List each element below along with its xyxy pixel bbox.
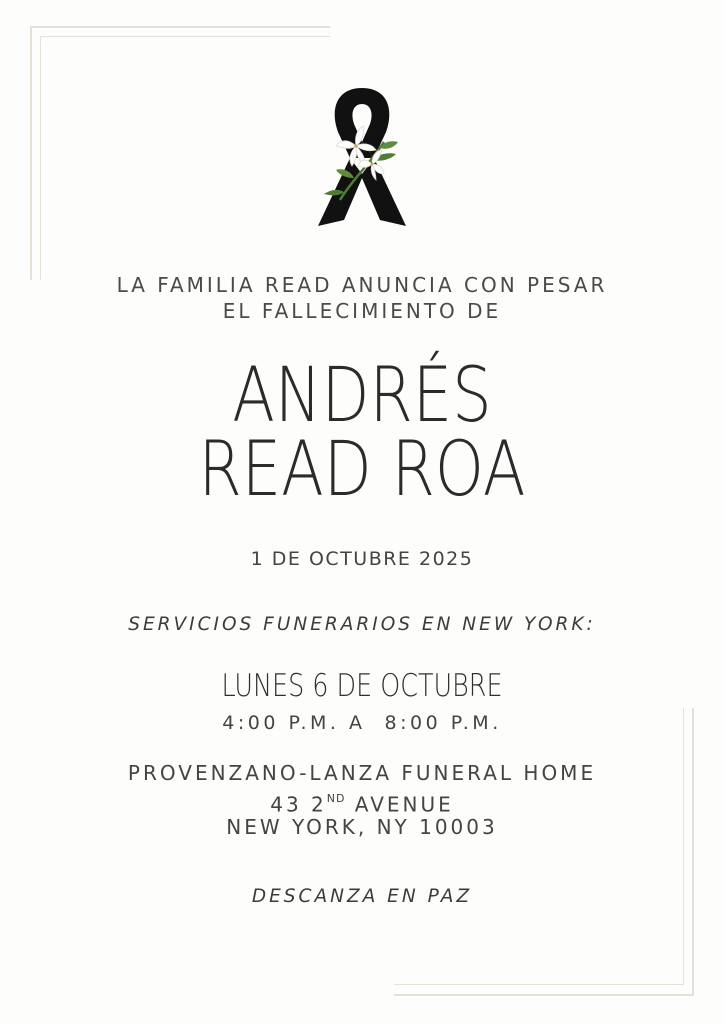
frame-bottom-right-vertical: [692, 708, 694, 996]
services-heading: SERVICIOS FUNERARIOS EN NEW YORK:: [128, 614, 596, 635]
deceased-last-name: READ ROA: [198, 424, 526, 513]
street-suffix: ND: [326, 792, 346, 805]
service-hours: 4:00 P.M. A 8:00 P.M.: [222, 712, 502, 734]
announcement-text: [0, 272, 724, 324]
frame-top-left-vertical: [30, 26, 32, 280]
announcement-line-2: EL FALLECIMIENTO DE: [222, 299, 502, 323]
frame-top-left-horizontal-inner: [40, 36, 330, 37]
frame-top-left-horizontal: [30, 26, 330, 28]
announcement-line-1: LA FAMILIA READ ANUNCIA CON PESAR: [116, 273, 608, 297]
deceased-first-name: ANDRÉS: [232, 350, 492, 439]
black-ribbon-with-lily-icon: [310, 80, 414, 236]
death-date: 1 DE OCTUBRE 2025: [250, 548, 474, 570]
frame-bottom-right-horizontal-inner: [394, 984, 684, 985]
frame-bottom-right-horizontal: [394, 994, 694, 996]
closing-message: DESCANZA EN PAZ: [251, 886, 473, 907]
street-number: 43 2: [270, 792, 327, 817]
service-day: LUNES 6 DE OCTUBRE: [221, 668, 503, 704]
street-name: AVENUE: [345, 792, 454, 817]
funeral-home-name: PROVENZANO-LANZA FUNERAL HOME: [127, 761, 597, 785]
funeral-home-city: NEW YORK, NY 10003: [226, 815, 498, 839]
frame-bottom-right-vertical-inner: [683, 708, 684, 985]
frame-top-left-vertical-inner: [40, 36, 41, 280]
